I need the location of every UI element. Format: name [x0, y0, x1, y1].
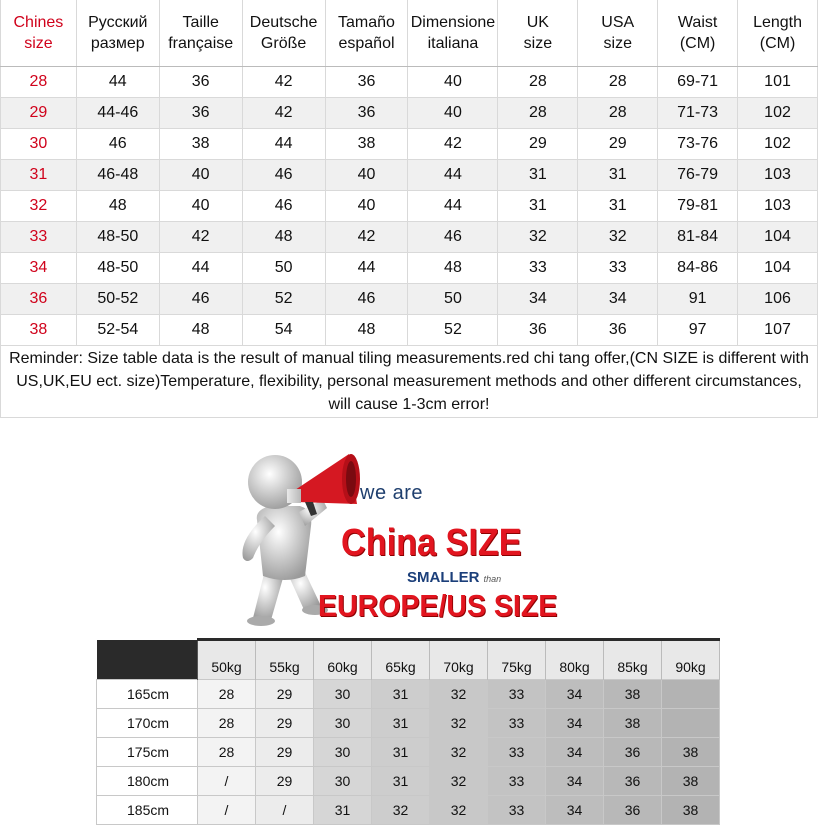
size-cell: 34 — [546, 680, 604, 709]
europe-us-size-heading: EUROPE/US SIZE — [318, 588, 558, 623]
size-cell: 91 — [658, 284, 738, 315]
size-cell: 44 — [76, 67, 159, 98]
size-cell: 73-76 — [658, 129, 738, 160]
size-cell: 36 — [578, 315, 658, 346]
size-cell: 31 — [372, 738, 430, 767]
size-cell: 30 — [314, 709, 372, 738]
size-cell: 34 — [498, 284, 578, 315]
size-cell: 31 — [372, 767, 430, 796]
size-cell: 28 — [198, 680, 256, 709]
size-cell: 50 — [242, 253, 325, 284]
size-cell: 69-71 — [658, 67, 738, 98]
china-size-heading: China SIZE — [341, 522, 522, 564]
size-cell: 46 — [242, 160, 325, 191]
size-cell: 42 — [242, 67, 325, 98]
size-cell: 40 — [408, 98, 498, 129]
size-cell: 31 — [498, 160, 578, 191]
size-cell: 106 — [738, 284, 818, 315]
size-cell: 31 — [578, 191, 658, 222]
size-cell: 29 — [578, 129, 658, 160]
header-uk-size: UK size — [498, 0, 578, 67]
size-row — [1, 129, 818, 160]
size-row — [1, 191, 818, 222]
size-cell: 28 — [578, 67, 658, 98]
size-cell: 42 — [325, 222, 408, 253]
header-russian-size: Русский размер — [76, 0, 159, 67]
size-cell: 40 — [159, 191, 242, 222]
size-cell: 33 — [488, 680, 546, 709]
size-row — [1, 315, 818, 346]
size-cell: 46-48 — [76, 160, 159, 191]
size-row — [1, 67, 818, 98]
size-cell: 104 — [738, 222, 818, 253]
size-cell: 44 — [242, 129, 325, 160]
size-cell: 31 — [578, 160, 658, 191]
size-row — [1, 222, 818, 253]
chinese-size-cell: 38 — [1, 315, 77, 346]
size-cell: 33 — [498, 253, 578, 284]
size-cell: 34 — [546, 767, 604, 796]
size-cell: 46 — [242, 191, 325, 222]
size-cell: 38 — [325, 129, 408, 160]
size-cell — [662, 680, 720, 709]
size-cell: 42 — [408, 129, 498, 160]
size-cell: 29 — [256, 680, 314, 709]
size-cell: 40 — [325, 160, 408, 191]
size-cell: 32 — [578, 222, 658, 253]
chinese-size-cell: 29 — [1, 98, 77, 129]
size-cell: 107 — [738, 315, 818, 346]
header-spanish-size: Tamaño español — [325, 0, 408, 67]
size-cell: 36 — [325, 67, 408, 98]
smaller-text — [407, 569, 501, 586]
height-label: 180cm — [97, 767, 198, 796]
size-cell: 34 — [546, 709, 604, 738]
size-cell: 28 — [198, 738, 256, 767]
size-cell: 102 — [738, 129, 818, 160]
than-word: than — [483, 574, 502, 584]
size-cell: 44 — [325, 253, 408, 284]
size-cell: 36 — [498, 315, 578, 346]
size-cell: 33 — [488, 709, 546, 738]
size-cell: 32 — [430, 796, 488, 825]
weight-header-cell: 80kg — [546, 640, 604, 680]
weight-header-cell: 90kg — [662, 640, 720, 680]
size-cell: 36 — [159, 98, 242, 129]
size-cell: 31 — [314, 796, 372, 825]
size-cell: 32 — [372, 796, 430, 825]
size-cell: 30 — [314, 738, 372, 767]
size-cell: 97 — [658, 315, 738, 346]
corner-cell — [97, 640, 198, 680]
size-cell: 38 — [662, 767, 720, 796]
size-cell — [662, 709, 720, 738]
header-french-size: Taille française — [159, 0, 242, 67]
size-cell: 48-50 — [76, 222, 159, 253]
weight-height-body — [97, 680, 720, 825]
size-cell: 103 — [738, 160, 818, 191]
smaller-word: SMALLER — [407, 569, 480, 586]
size-cell: 32 — [498, 222, 578, 253]
size-row — [1, 253, 818, 284]
size-cell: 36 — [604, 738, 662, 767]
size-cell: 84-86 — [658, 253, 738, 284]
chinese-size-cell: 33 — [1, 222, 77, 253]
size-cell: 101 — [738, 67, 818, 98]
height-label: 165cm — [97, 680, 198, 709]
size-cell: 36 — [604, 767, 662, 796]
height-label: 170cm — [97, 709, 198, 738]
size-cell: 38 — [662, 796, 720, 825]
size-cell: / — [198, 767, 256, 796]
size-cell: 33 — [488, 796, 546, 825]
size-cell: 38 — [662, 738, 720, 767]
chinese-size-cell: 32 — [1, 191, 77, 222]
weight-header-cell: 70kg — [430, 640, 488, 680]
height-label: 175cm — [97, 738, 198, 767]
size-cell: 29 — [256, 767, 314, 796]
chinese-size-cell: 34 — [1, 253, 77, 284]
size-cell: 28 — [578, 98, 658, 129]
size-cell: 42 — [159, 222, 242, 253]
size-cell: 29 — [256, 738, 314, 767]
chinese-size-cell: 30 — [1, 129, 77, 160]
weight-header-cell: 60kg — [314, 640, 372, 680]
size-cell: 36 — [159, 67, 242, 98]
weight-header-cell: 50kg — [198, 640, 256, 680]
height-row — [97, 709, 720, 738]
size-cell: 31 — [498, 191, 578, 222]
weight-header-cell: 85kg — [604, 640, 662, 680]
size-cell: 34 — [546, 796, 604, 825]
weight-height-table — [96, 638, 720, 825]
size-cell: 28 — [198, 709, 256, 738]
header-waist: Waist (CM) — [658, 0, 738, 67]
size-cell: 32 — [430, 709, 488, 738]
promo-banner — [225, 440, 585, 630]
header-german-size: Deutsche Größe — [242, 0, 325, 67]
size-cell: 48 — [76, 191, 159, 222]
size-cell: 46 — [76, 129, 159, 160]
size-cell: 48 — [242, 222, 325, 253]
size-cell: 48 — [408, 253, 498, 284]
size-cell: 54 — [242, 315, 325, 346]
size-cell: 33 — [488, 767, 546, 796]
size-cell: 33 — [578, 253, 658, 284]
size-cell: 71-73 — [658, 98, 738, 129]
size-cell: 46 — [159, 284, 242, 315]
weight-header-cell: 55kg — [256, 640, 314, 680]
size-cell: 44-46 — [76, 98, 159, 129]
header-length: Length (CM) — [738, 0, 818, 67]
height-row — [97, 738, 720, 767]
size-cell: 28 — [498, 67, 578, 98]
size-cell: 32 — [430, 738, 488, 767]
size-cell: 52-54 — [76, 315, 159, 346]
chinese-size-cell: 36 — [1, 284, 77, 315]
height-row — [97, 680, 720, 709]
size-table-body — [1, 67, 818, 418]
size-cell: 40 — [325, 191, 408, 222]
height-label: 185cm — [97, 796, 198, 825]
size-cell: 42 — [242, 98, 325, 129]
size-cell: 50-52 — [76, 284, 159, 315]
header-chinese-size: Chines size — [1, 0, 77, 67]
size-cell: 38 — [159, 129, 242, 160]
reminder-text: Reminder: Size table data is the result of manual tiling measurements.red chi tang offer,(CN SIZE is different with US,UK,EU ect. size)Temperature, flexibility, personal measurement methods and other different circumstances, will cause 1-3cm error! — [1, 346, 818, 418]
chinese-size-cell: 28 — [1, 67, 77, 98]
size-cell: 52 — [242, 284, 325, 315]
size-row — [1, 284, 818, 315]
size-cell: 48 — [159, 315, 242, 346]
size-table-header — [1, 0, 818, 67]
size-cell: 46 — [408, 222, 498, 253]
size-cell: 34 — [578, 284, 658, 315]
size-cell: 79-81 — [658, 191, 738, 222]
header-usa-size: USA size — [578, 0, 658, 67]
size-cell: 36 — [325, 98, 408, 129]
size-cell: 44 — [408, 160, 498, 191]
size-cell: 102 — [738, 98, 818, 129]
size-cell: 32 — [430, 767, 488, 796]
size-cell: 40 — [408, 67, 498, 98]
size-cell: 46 — [325, 284, 408, 315]
weight-header-cell: 75kg — [488, 640, 546, 680]
size-cell: 104 — [738, 253, 818, 284]
size-cell: 36 — [604, 796, 662, 825]
reminder-row — [1, 346, 818, 418]
weight-header-row — [97, 640, 720, 680]
size-cell: 44 — [159, 253, 242, 284]
size-row — [1, 98, 818, 129]
header-italian-size: Dimensione italiana — [408, 0, 498, 67]
size-cell: 32 — [430, 680, 488, 709]
size-cell: 48-50 — [76, 253, 159, 284]
size-cell: 34 — [546, 738, 604, 767]
size-cell: 29 — [498, 129, 578, 160]
size-cell: / — [256, 796, 314, 825]
size-cell: 44 — [408, 191, 498, 222]
we-are-text: we are — [360, 482, 424, 504]
size-cell: 33 — [488, 738, 546, 767]
size-cell: 30 — [314, 767, 372, 796]
size-cell: 52 — [408, 315, 498, 346]
size-cell: 76-79 — [658, 160, 738, 191]
size-cell: / — [198, 796, 256, 825]
size-cell: 38 — [604, 680, 662, 709]
size-cell: 50 — [408, 284, 498, 315]
size-cell: 30 — [314, 680, 372, 709]
size-cell: 40 — [159, 160, 242, 191]
size-cell: 29 — [256, 709, 314, 738]
size-cell: 103 — [738, 191, 818, 222]
size-cell: 48 — [325, 315, 408, 346]
size-cell: 31 — [372, 709, 430, 738]
chinese-size-cell: 31 — [1, 160, 77, 191]
size-cell: 31 — [372, 680, 430, 709]
size-cell: 38 — [604, 709, 662, 738]
size-row — [1, 160, 818, 191]
height-row — [97, 796, 720, 825]
weight-header-cell: 65kg — [372, 640, 430, 680]
size-cell: 81-84 — [658, 222, 738, 253]
height-row — [97, 767, 720, 796]
size-cell: 28 — [498, 98, 578, 129]
